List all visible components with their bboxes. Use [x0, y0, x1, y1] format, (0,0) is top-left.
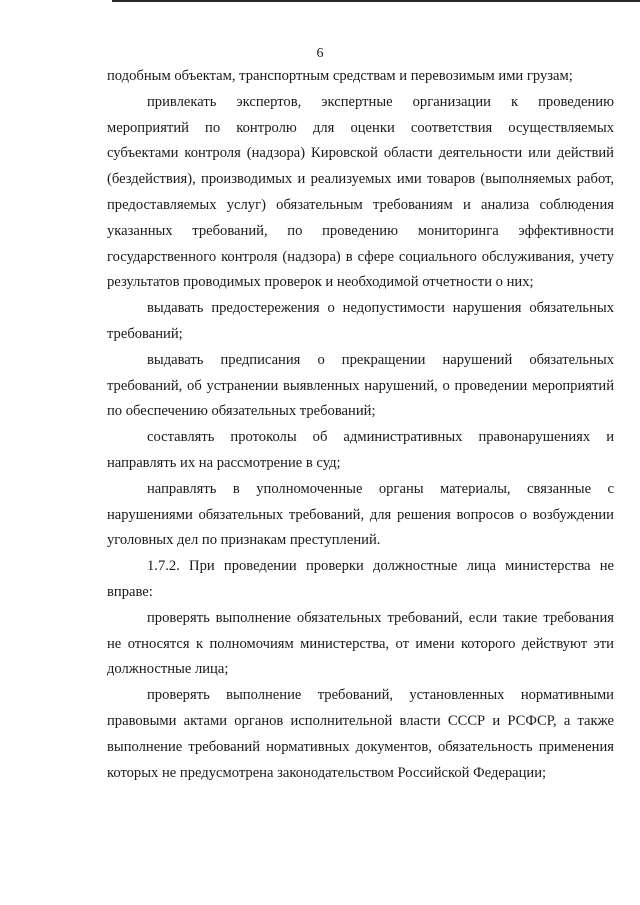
top-border-line — [112, 0, 640, 2]
paragraph: составлять протоколы об административных правонарушениях и направлять их на рассмотрение в суд; — [107, 429, 614, 471]
paragraph: выдавать предписания о прекращении нарушений обязательных требований, об устранении выявленных нарушений, о проведении мероприятий по обеспечению обязательных требований; — [107, 351, 614, 420]
paragraph: 1.7.2. При проведении проверки должностные лица министерства не вправе: — [107, 558, 614, 600]
paragraph: привлекать экспертов, экспертные организации к проведению мероприятий по контролю для оценки соответствия осуществляемых субъектами контроля (надзора) Кировской области деятельности или действий (бездействия), производимых и реализуемых ими товаров (выполняемых работ, предоставляемых услуг) обязательным требованиям и анализа соблюдения указанных требований, по проведению мониторинга эффективности государственного контроля (надзора) в сфере социального обслуживания, учету результатов проводимых проверок и необходимой отчетности о них; — [107, 93, 614, 291]
paragraph: подобным объектам, транспортным средствам и перевозимым ими грузам; — [107, 68, 573, 84]
paragraph: направлять в уполномоченные органы материалы, связанные с нарушениями обязательных требований, для решения вопросов о возбуждении уголовных дел по признакам преступлений. — [107, 480, 614, 549]
page-number: 6 — [316, 46, 324, 61]
paragraph: проверять выполнение требований, установленных нормативными правовыми актами органов исполнительной власти СССР и РСФСР, а также выполнение требований нормативных документов, обязательность применения которых не предусмотрена законодательством Российской Федерации; — [107, 687, 614, 781]
document-body — [107, 64, 614, 786]
paragraph: выдавать предостережения о недопустимости нарушения обязательных требований; — [107, 300, 614, 342]
paragraph: проверять выполнение обязательных требований, если такие требования не относятся к полномочиям министерства, от имени которого действуют эти должностные лица; — [107, 609, 614, 678]
